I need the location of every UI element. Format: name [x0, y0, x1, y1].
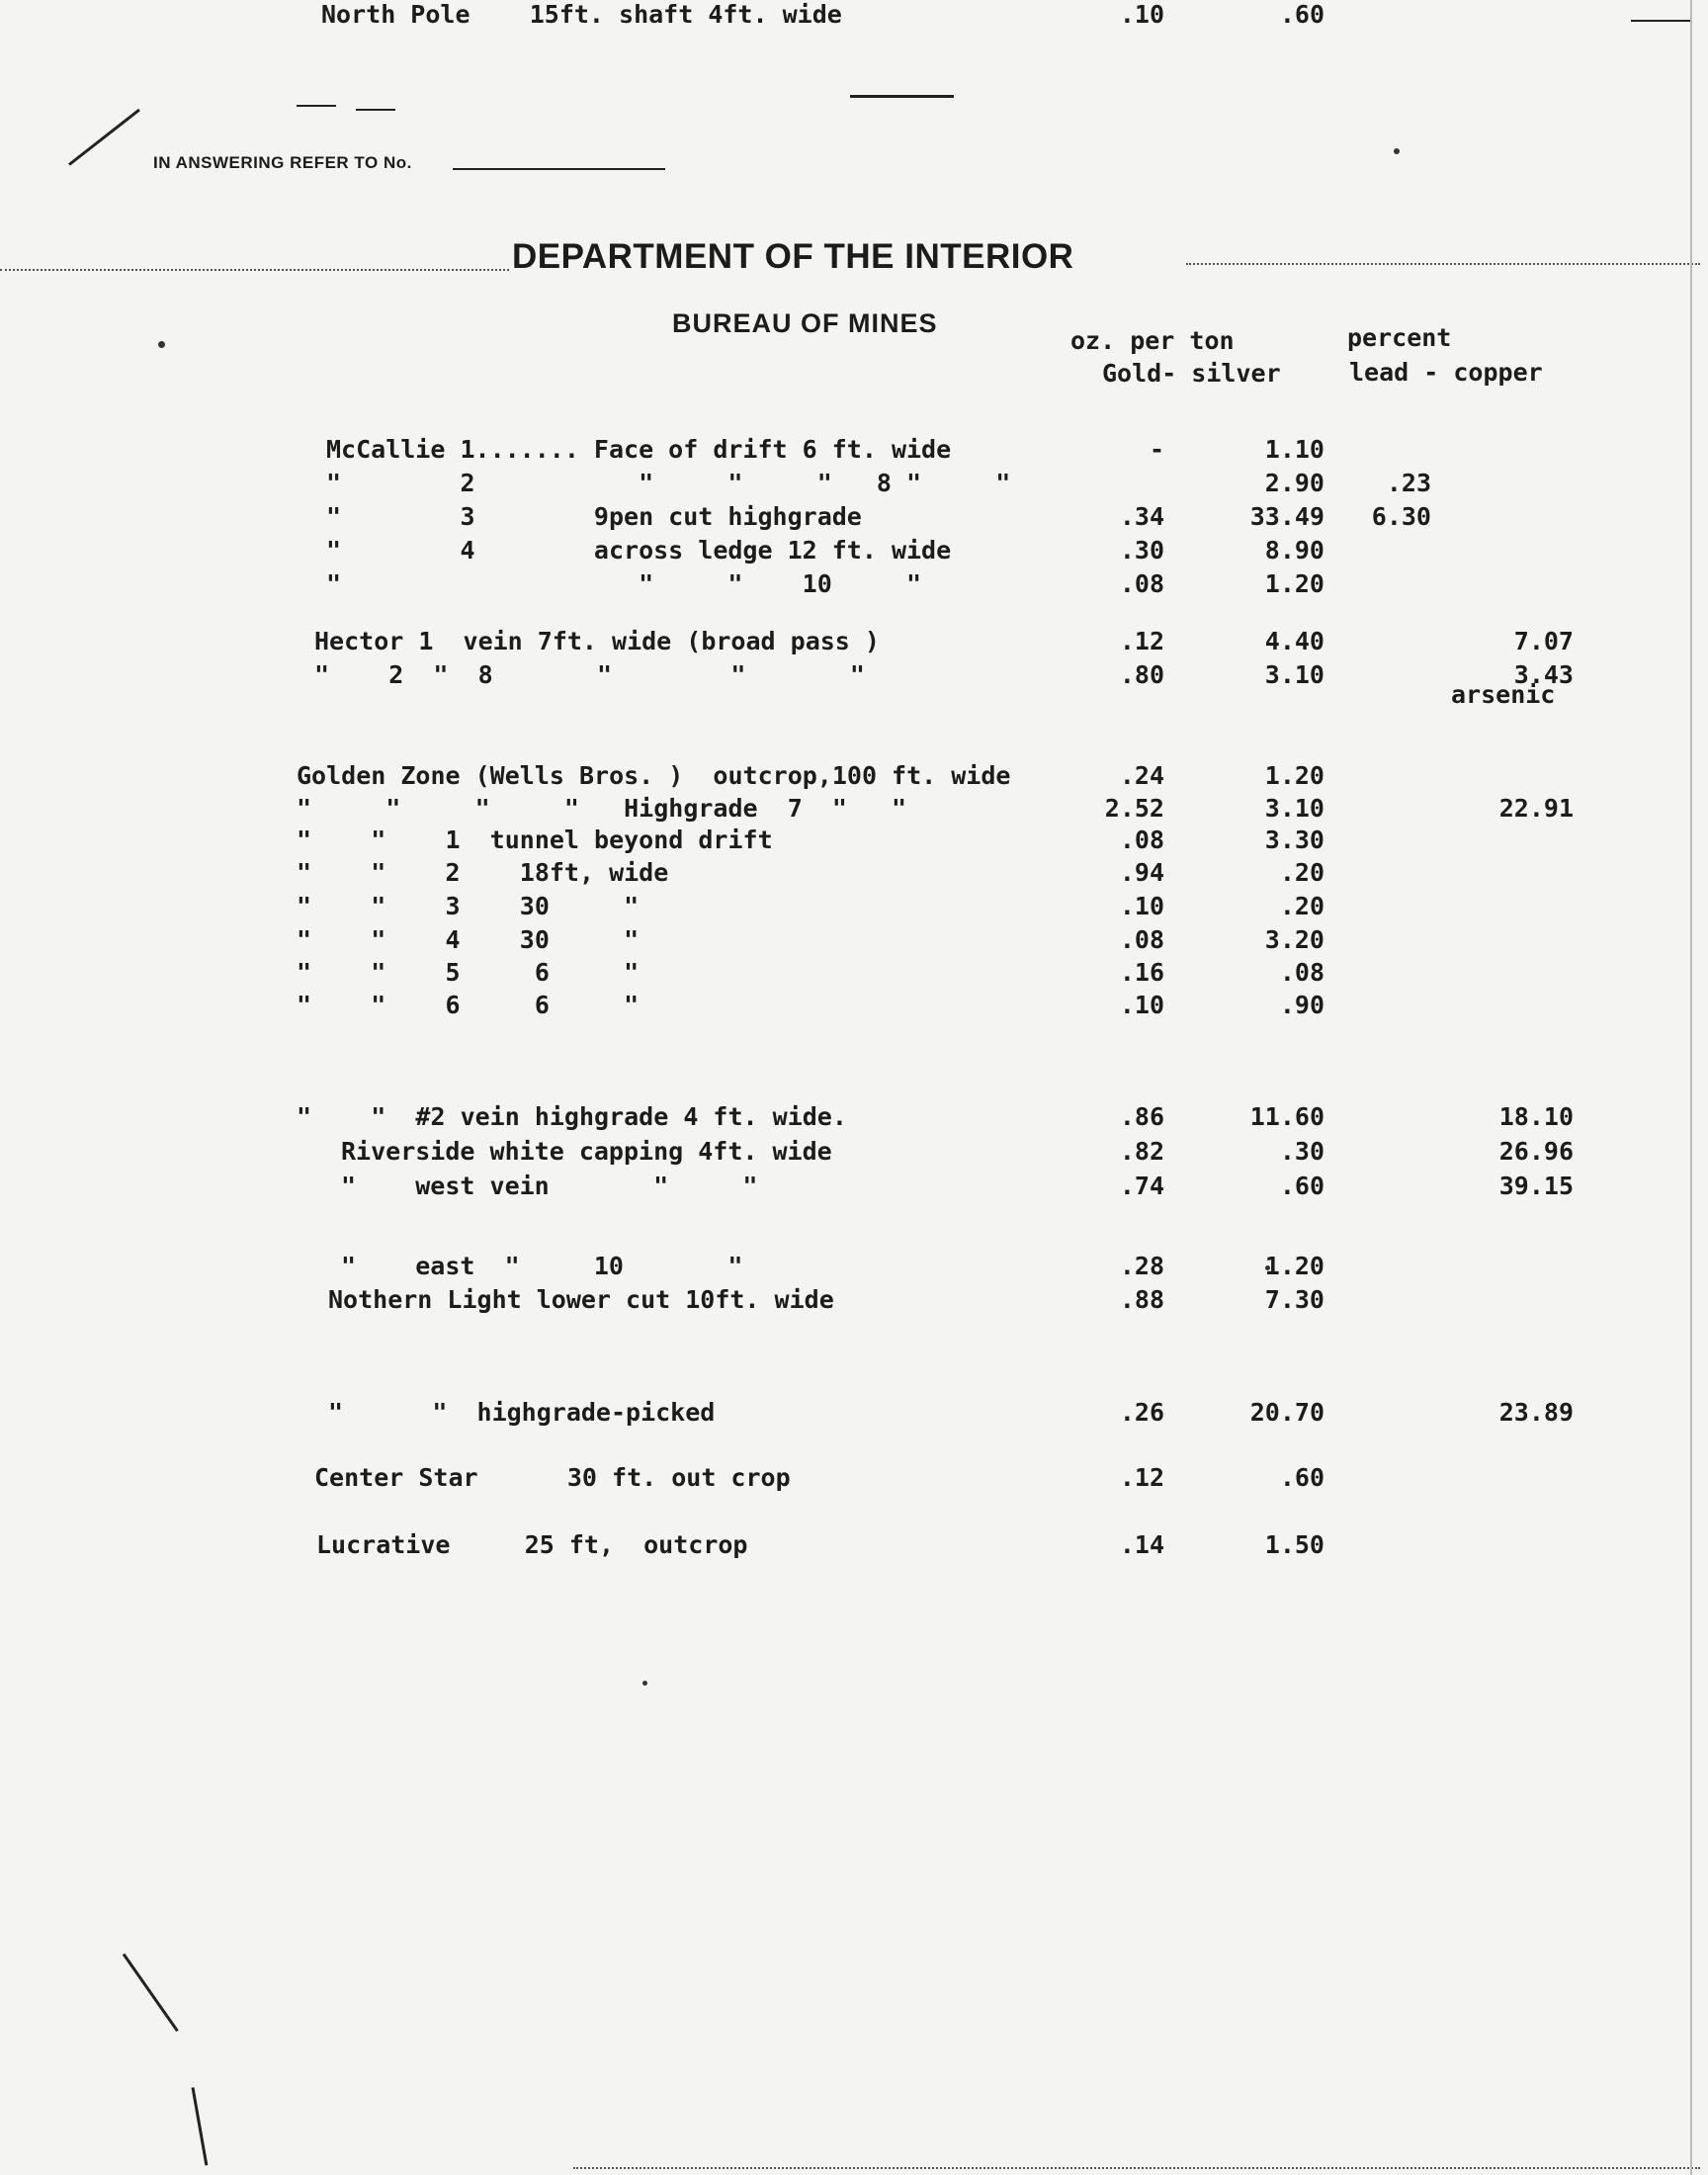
row-label: Hector 1 vein 7ft. wide (broad pass ) [314, 627, 880, 655]
pen-mark [1631, 20, 1690, 22]
row-label: North Pole 15ft. shaft 4ft. wide [321, 0, 842, 29]
row-label: Golden Zone (Wells Bros. ) outcrop,100 ft. wide [297, 761, 1011, 790]
row-label: " " highgrade-picked [328, 1398, 716, 1427]
row-copper-value: 23.89 [1498, 1398, 1574, 1427]
row-label: " " 6 6 " [297, 991, 640, 1019]
speck [158, 341, 165, 348]
row-gold-value: .94 [1119, 858, 1164, 887]
row-gold-value: .16 [1119, 958, 1164, 987]
row-silver-value: 1.20 [1264, 569, 1324, 598]
row-gold-value: .80 [1119, 660, 1164, 689]
row-silver-value: 3.10 [1264, 660, 1324, 689]
bureau-heading: BUREAU OF MINES [672, 308, 938, 338]
row-gold-value: .26 [1119, 1398, 1164, 1427]
row-gold-value: .08 [1119, 925, 1164, 954]
row-silver-value: 7.30 [1264, 1285, 1324, 1314]
row-silver-value: 11.60 [1249, 1102, 1324, 1131]
pen-mark [850, 95, 954, 98]
lead-copper-header: lead - copper [1349, 358, 1543, 387]
oz-per-ton-header: oz. per ton [1070, 326, 1235, 355]
row-copper-value: 7.07 [1513, 627, 1574, 655]
row-label: " " 5 6 " [297, 958, 640, 987]
row-gold-value: .12 [1119, 627, 1164, 655]
row-silver-value: 3.20 [1264, 925, 1324, 954]
row-label: " " 2 18ft, wide [297, 858, 669, 887]
row-gold-value: .24 [1119, 761, 1164, 790]
row-label: Nothern Light lower cut 10ft. wide [328, 1285, 834, 1314]
row-label: Lucrative 25 ft, outcrop [316, 1530, 748, 1559]
row-gold-value: .10 [1119, 0, 1164, 29]
row-silver-value: 8.90 [1264, 536, 1324, 565]
gold-silver-header: Gold- silver [1102, 359, 1281, 388]
row-label: " 3 9pen cut highgrade [326, 502, 862, 531]
row-silver-value: 3.10 [1264, 794, 1324, 823]
pen-mark [123, 1954, 179, 2033]
row-silver-value: 20.70 [1249, 1398, 1324, 1427]
row-gold-value: 2.52 [1104, 794, 1164, 823]
row-silver-value: 2.90 [1264, 469, 1324, 497]
row-gold-value: .34 [1119, 502, 1164, 531]
row-gold-value: .88 [1119, 1285, 1164, 1314]
reference-line [453, 168, 665, 170]
row-copper-value: 3.43 [1513, 660, 1574, 689]
row-silver-value: 1.20 [1264, 761, 1324, 790]
row-silver-value: .20 [1279, 858, 1324, 887]
row-copper-value: 18.10 [1498, 1102, 1574, 1131]
row-gold-value: .08 [1119, 826, 1164, 854]
row-gold-value: .30 [1119, 536, 1164, 565]
speck [642, 1681, 647, 1686]
row-label: " " 4 30 " [297, 925, 640, 954]
row-label: " 4 across ledge 12 ft. wide [326, 536, 952, 565]
row-gold-value: .82 [1119, 1137, 1164, 1166]
row-gold-value: .28 [1119, 1252, 1164, 1280]
department-heading: DEPARTMENT OF THE INTERIOR [512, 237, 1074, 276]
row-label: " " " " Highgrade 7 " " [297, 794, 907, 823]
row-copper-value: 26.96 [1498, 1137, 1574, 1166]
row-silver-value: .60 [1279, 1172, 1324, 1200]
row-silver-value: .30 [1279, 1137, 1324, 1166]
row-gold-value: .10 [1119, 991, 1164, 1019]
pen-mark [297, 105, 336, 107]
fold-line [0, 269, 509, 271]
row-lead-value: 6.30 [1371, 502, 1431, 531]
row-silver-value: .90 [1279, 991, 1324, 1019]
row-label: " " 3 30 " [297, 892, 640, 920]
row-silver-value: 4.40 [1264, 627, 1324, 655]
row-gold-value: .08 [1119, 569, 1164, 598]
row-gold-value: .74 [1119, 1172, 1164, 1200]
row-silver-value: 1.10 [1264, 435, 1324, 464]
row-gold-value: .12 [1119, 1463, 1164, 1492]
row-silver-value: 33.49 [1249, 502, 1324, 531]
pen-mark [1690, 0, 1692, 2175]
row-silver-value: .20 [1279, 892, 1324, 920]
row-silver-value: 1.20 [1264, 1252, 1324, 1280]
row-label: " 2 " 8 " " " [314, 660, 865, 689]
row-gold-value: .86 [1119, 1102, 1164, 1131]
pen-mark [356, 109, 395, 111]
pen-mark [68, 109, 140, 166]
row-label: " " #2 vein highgrade 4 ft. wide. [297, 1102, 847, 1131]
row-gold-value: .10 [1119, 892, 1164, 920]
row-silver-value: 1.50 [1264, 1530, 1324, 1559]
reference-label: IN ANSWERING REFER TO No. [153, 153, 412, 172]
row-silver-value: .60 [1279, 1463, 1324, 1492]
row-silver-value: .60 [1279, 0, 1324, 29]
pen-mark [192, 2087, 209, 2165]
row-label: " " " 10 " [326, 569, 922, 598]
fold-line [1186, 263, 1700, 265]
row-silver-value: 3.30 [1264, 826, 1324, 854]
row-label: " 2 " " " 8 " " [326, 469, 1011, 497]
row-label: " east " 10 " [341, 1252, 743, 1280]
row-label: Center Star 30 ft. out crop [314, 1463, 791, 1492]
row-label: Riverside white capping 4ft. wide [341, 1137, 832, 1166]
row-label: " west vein " " [341, 1172, 758, 1200]
row-lead-value: .23 [1386, 469, 1431, 497]
row-copper-value: 22.91 [1498, 794, 1574, 823]
fold-line [573, 2167, 1700, 2169]
speck [1394, 148, 1400, 154]
arsenic-header: arsenic [1451, 680, 1556, 709]
row-label: " " 1 tunnel beyond drift [297, 826, 773, 854]
row-label: McCallie 1....... Face of drift 6 ft. wide [326, 435, 952, 464]
row-gold-value: - [1149, 435, 1164, 464]
row-copper-value: 39.15 [1498, 1172, 1574, 1200]
row-silver-value: .08 [1279, 958, 1324, 987]
row-gold-value: .14 [1119, 1530, 1164, 1559]
percent-header: percent [1347, 323, 1452, 352]
